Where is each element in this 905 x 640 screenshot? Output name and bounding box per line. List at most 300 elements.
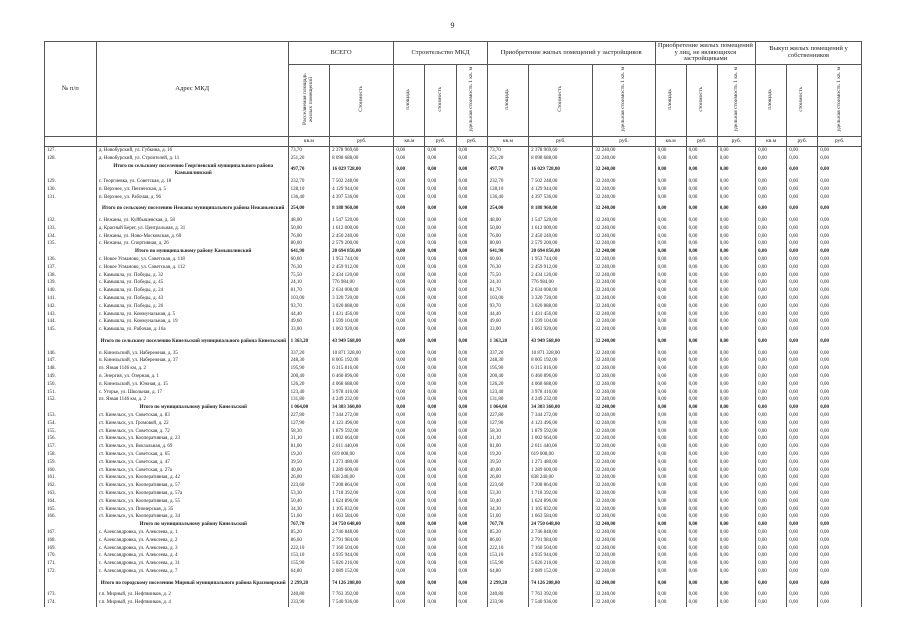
value-cell: 0,00 [655,264,686,272]
value-cell: 0,00 [394,178,425,186]
value-cell: 0,00 [655,412,686,420]
value-cell: 34 303 360,00 [529,404,593,412]
value-cell: 0,00 [456,194,487,202]
value-cell: 0,00 [717,326,755,334]
value-cell: 0,00 [686,326,717,334]
table-row [45,295,862,303]
value-cell: 0,00 [394,248,425,256]
value-cell: 0,00 [818,568,862,576]
value-cell: 0,00 [456,326,487,334]
value-cell: 32 240,00 [593,412,655,420]
value-cell: 0,00 [686,264,717,272]
table-row [45,396,862,404]
value-cell: 0,00 [655,326,686,334]
value-cell: 0,00 [686,240,717,248]
value-cell: 44,40 [487,311,528,319]
value-cell: 32 240,00 [593,186,655,194]
value-cell: 2 299,20 [487,576,528,592]
value-cell: 767,70 [288,521,329,529]
row-number-cell: 163. [45,490,97,498]
value-cell: 1 363,20 [288,334,329,350]
value-cell: 0,00 [818,264,862,272]
address-cell: д. Новобурский, ул. Губкина, д. 16 [96,146,288,154]
value-cell: 0,00 [818,404,862,412]
value-cell: 32 240,00 [593,373,655,381]
value-cell: 0,00 [787,459,818,467]
value-cell: 0,00 [686,365,717,373]
row-number-cell: 132. [45,217,97,225]
value-cell: 1 064,00 [288,404,329,412]
value-cell: 2 791 984,00 [330,537,394,545]
table-row [45,443,862,451]
value-cell: 0,00 [425,396,456,404]
value-cell: 0,00 [717,537,755,545]
value-cell: 0,00 [756,381,787,389]
value-cell: 0,00 [717,365,755,373]
value-cell: 0,00 [655,389,686,397]
value-cell: 0,00 [717,591,755,599]
address-cell: с. Камышла, ул. Победы, д. 45 [96,279,288,287]
value-cell: 32 240,00 [593,467,655,475]
value-cell: 2 746 848,00 [529,529,593,537]
value-cell: 0,00 [655,537,686,545]
value-cell: 0,00 [655,357,686,365]
value-cell: 126,20 [288,381,329,389]
sub-cost-header: Стоимость [330,65,394,137]
value-cell: 81,70 [288,287,329,295]
row-number-cell: 128. [45,155,97,163]
row-number-cell: 152. [45,396,97,404]
row-number-cell: 146. [45,350,97,358]
value-cell: 32 240,00 [593,521,655,529]
value-cell: 0,00 [756,233,787,241]
value-cell: 80,00 [487,240,528,248]
value-cell: 0,00 [717,420,755,428]
subtotal-label-cell: Итого по муниципальному району Кинельский [96,521,288,529]
value-cell: 7 344 272,00 [529,412,593,420]
sub-unit-cost-header: удельная стоимость 1 кв. м [593,65,655,137]
value-cell: 58,30 [487,428,528,436]
value-cell: 0,00 [686,311,717,319]
value-cell: 0,00 [655,365,686,373]
value-cell: 50,40 [288,498,329,506]
value-cell: 0,00 [686,272,717,280]
value-cell: 0,00 [686,428,717,436]
value-cell: 0,00 [756,163,787,179]
table-row [45,146,862,154]
value-cell: 51,60 [288,513,329,521]
value-cell: 0,00 [818,373,862,381]
unit-rub: руб. [818,136,862,146]
value-cell: 64,80 [288,568,329,576]
value-cell: 32 240,00 [593,194,655,202]
value-cell: 0,00 [425,272,456,280]
row-number-cell: 144. [45,318,97,326]
value-cell: 0,00 [655,311,686,319]
table-row [45,568,862,576]
value-cell: 0,00 [717,389,755,397]
value-cell: 4 249 232,00 [529,396,593,404]
value-cell: 0,00 [456,552,487,560]
address-cell: г.п. Мирный, ул. Нефтяников, д. 4 [96,599,288,607]
value-cell: 0,00 [756,287,787,295]
value-cell: 0,00 [456,155,487,163]
value-cell: 776 984,00 [330,279,394,287]
sub-unit-cost-header: удельная стоимость 1 кв. м [717,65,755,137]
value-cell: 0,00 [787,529,818,537]
address-cell: с. Камышла, ул. Победы, д. 24 [96,287,288,295]
value-cell: 0,00 [756,521,787,529]
page-number: 9 [450,21,455,30]
value-cell: 0,00 [686,560,717,568]
address-cell: с. Георгиевка, ул. Советская, д. 18 [96,178,288,186]
value-cell: 0,00 [456,279,487,287]
value-cell: 0,00 [717,467,755,475]
value-cell: 0,00 [717,264,755,272]
value-cell: 0,00 [717,240,755,248]
value-cell: 0,00 [818,552,862,560]
value-cell: 0,00 [394,357,425,365]
value-cell: 155,90 [288,560,329,568]
row-number-cell: 143. [45,311,97,319]
value-cell: 0,00 [787,537,818,545]
value-cell: 0,00 [394,318,425,326]
value-cell: 0,00 [756,389,787,397]
value-cell: 0,00 [787,163,818,179]
value-cell: 0,00 [756,552,787,560]
value-cell: 0,00 [818,381,862,389]
table-row [45,498,862,506]
value-cell: 0,00 [686,225,717,233]
value-cell: 0,00 [717,225,755,233]
value-cell: 123,40 [288,389,329,397]
value-cell: 0,00 [818,155,862,163]
value-cell: 0,00 [394,482,425,490]
table-row [45,459,862,467]
value-cell: 0,00 [655,240,686,248]
value-cell: 32 240,00 [593,178,655,186]
value-cell: 0,00 [456,451,487,459]
value-cell: 0,00 [425,186,456,194]
row-number-cell: 155. [45,428,97,436]
address-cell: с. Александровка, ул. Алексеева, д. 4 [96,552,288,560]
value-cell: 0,00 [686,420,717,428]
value-cell: 0,00 [717,233,755,241]
value-cell: 103,00 [487,295,528,303]
value-cell: 0,00 [425,194,456,202]
value-cell: 32 240,00 [593,560,655,568]
value-cell: 20 694 856,00 [529,248,593,256]
value-cell: 32 240,00 [593,568,655,576]
value-cell: 0,00 [818,295,862,303]
value-cell: 64,80 [487,568,528,576]
table-subtotal-row [45,202,862,218]
value-cell: 240,80 [487,591,528,599]
value-cell: 73,70 [288,146,329,154]
value-cell: 0,00 [818,217,862,225]
unit-rub: руб. [717,136,755,146]
value-cell: 0,00 [686,389,717,397]
value-cell: 0,00 [756,202,787,218]
value-cell: 0,00 [686,279,717,287]
value-cell: 0,00 [394,233,425,241]
unit-rub: руб. [529,136,593,146]
value-cell: 0,00 [394,521,425,529]
value-cell: 0,00 [756,576,787,592]
value-cell: 0,00 [655,287,686,295]
value-cell: 2 089 152,00 [529,568,593,576]
table-row [45,467,862,475]
value-cell: 0,00 [394,498,425,506]
unit-rub: руб. [330,136,394,146]
address-cell: с. Камышла, ул. Победы, д. 26 [96,303,288,311]
value-cell: 4 068 688,00 [330,381,394,389]
value-cell: 0,00 [425,202,456,218]
value-cell: 33,00 [487,326,528,334]
row-number-cell [45,521,97,529]
value-cell: 0,00 [655,202,686,218]
value-cell: 0,00 [425,334,456,350]
value-cell: 0,00 [756,194,787,202]
value-cell: 0,00 [756,357,787,365]
value-cell: 0,00 [756,178,787,186]
col-num-header: № п/п [45,42,97,137]
value-cell: 32 240,00 [593,513,655,521]
value-cell: 0,00 [425,474,456,482]
value-cell: 0,00 [456,303,487,311]
address-cell: п. Верхнее, ул. Рабочая, д. 96 [96,194,288,202]
value-cell: 1 953 744,00 [529,256,593,264]
value-cell: 2 611 440,00 [330,443,394,451]
value-cell: 0,00 [717,163,755,179]
value-cell: 0,00 [787,326,818,334]
value-cell: 0,00 [756,272,787,280]
value-cell: 0,00 [717,194,755,202]
value-cell: 337,20 [288,350,329,358]
value-cell: 0,00 [425,529,456,537]
value-cell: 0,00 [686,217,717,225]
row-number-cell: 159. [45,459,97,467]
value-cell: 619 008,00 [529,451,593,459]
value-cell: 0,00 [456,202,487,218]
address-cell: ст. Кинельск, ул. Советская, д. 83 [96,412,288,420]
value-cell: 0,00 [456,474,487,482]
value-cell: 0,00 [787,591,818,599]
value-cell: 1 002 664,00 [529,435,593,443]
value-cell: 0,00 [394,545,425,553]
value-cell: 0,00 [456,295,487,303]
value-cell: 32 240,00 [593,279,655,287]
value-cell: 0,00 [756,373,787,381]
value-cell: 0,00 [717,155,755,163]
value-cell: 4 123 496,00 [529,420,593,428]
value-cell: 0,00 [787,576,818,592]
sub-unit-cost-header: удельная стоимость 1 кв. м [456,65,487,137]
value-cell: 0,00 [425,459,456,467]
value-cell: 0,00 [456,521,487,529]
value-cell: 0,00 [394,490,425,498]
row-number-cell: 171. [45,560,97,568]
value-cell: 0,00 [425,155,456,163]
value-cell: 3 020 888,00 [529,303,593,311]
value-cell: 248,30 [487,357,528,365]
value-cell: 0,00 [787,264,818,272]
value-cell: 233,90 [288,599,329,607]
value-cell: 0,00 [818,506,862,514]
value-cell: 0,00 [818,474,862,482]
value-cell: 93,70 [288,303,329,311]
value-cell: 0,00 [425,389,456,397]
row-number-cell: 165. [45,506,97,514]
table-row [45,428,862,436]
value-cell: 0,00 [456,396,487,404]
value-cell: 0,00 [655,194,686,202]
value-cell: 2 579 200,00 [529,240,593,248]
value-cell: 0,00 [425,233,456,241]
value-cell: 0,00 [717,482,755,490]
value-cell: 0,00 [717,599,755,607]
value-cell: 240,80 [288,591,329,599]
value-cell: 34,30 [487,506,528,514]
value-cell: 0,00 [818,451,862,459]
value-cell: 0,00 [394,256,425,264]
row-number-cell: 161. [45,474,97,482]
value-cell: 0,00 [456,272,487,280]
value-cell: 0,00 [394,186,425,194]
value-cell: 0,00 [655,373,686,381]
value-cell: 0,00 [818,194,862,202]
value-cell: 0,00 [686,202,717,218]
value-cell: 0,00 [818,591,862,599]
value-cell: 24,10 [487,279,528,287]
row-number-cell: 145. [45,326,97,334]
value-cell: 0,00 [686,459,717,467]
value-cell: 0,00 [425,318,456,326]
value-cell: 0,00 [686,506,717,514]
value-cell: 0,00 [655,272,686,280]
value-cell: 32 240,00 [593,435,655,443]
value-cell: 0,00 [818,163,862,179]
value-cell: 0,00 [456,412,487,420]
value-cell: 0,00 [787,240,818,248]
value-cell: 0,00 [818,146,862,154]
value-cell: 0,00 [686,163,717,179]
subtotal-label-cell: Итого по городскому поселению Мирный муниципального района Красноярский [96,576,288,592]
value-cell: 619 008,00 [330,451,394,459]
value-cell: 1 289 600,00 [330,467,394,475]
value-cell: 0,00 [655,482,686,490]
table-row [45,420,862,428]
address-cell: с. Нежаны, ул. Ново-Московская, д. 60 [96,233,288,241]
value-cell: 0,00 [818,256,862,264]
value-cell: 0,00 [456,240,487,248]
value-cell: 0,00 [425,357,456,365]
unit-sqm: кв.м [756,136,787,146]
value-cell: 0,00 [655,178,686,186]
value-cell: 31,10 [288,435,329,443]
row-number-cell: 172. [45,568,97,576]
value-cell: 127,90 [487,420,528,428]
value-cell: 43 949 568,00 [330,334,394,350]
value-cell: 0,00 [425,576,456,592]
value-cell: 74 126 208,00 [529,576,593,592]
value-cell: 136,40 [487,194,528,202]
value-cell: 0,00 [686,303,717,311]
value-cell: 32 240,00 [593,428,655,436]
table-row [45,303,862,311]
value-cell: 0,00 [818,490,862,498]
value-cell: 0,00 [655,545,686,553]
value-cell: 0,00 [787,428,818,436]
value-cell: 0,00 [787,248,818,256]
value-cell: 0,00 [456,186,487,194]
value-cell: 1 105 832,00 [529,506,593,514]
value-cell: 0,00 [818,443,862,451]
value-cell: 32 240,00 [593,537,655,545]
value-cell: 0,00 [686,178,717,186]
value-cell: 2 378 969,60 [529,146,593,154]
value-cell: 32 240,00 [593,420,655,428]
table-row [45,591,862,599]
value-cell: 0,00 [787,396,818,404]
value-cell: 0,00 [456,459,487,467]
value-cell: 32 240,00 [593,529,655,537]
value-cell: 0,00 [686,373,717,381]
value-cell: 0,00 [717,474,755,482]
value-cell: 0,00 [787,389,818,397]
value-cell: 0,00 [818,435,862,443]
table-row [45,194,862,202]
value-cell: 0,00 [394,279,425,287]
value-cell: 2 611 440,00 [529,443,593,451]
table-row [45,233,862,241]
value-cell: 0,00 [818,279,862,287]
value-cell: 0,00 [655,568,686,576]
value-cell: 0,00 [818,513,862,521]
value-cell: 0,00 [425,490,456,498]
value-cell: 0,00 [717,279,755,287]
value-cell: 0,00 [456,389,487,397]
value-cell: 0,00 [655,599,686,607]
value-cell: 80,00 [288,240,329,248]
value-cell: 0,00 [456,435,487,443]
value-cell: 0,00 [655,459,686,467]
value-cell: 1 431 456,00 [330,311,394,319]
table-subtotal-row [45,248,862,256]
address-cell: с. Новое Усманово, ул. Советская, д. 118 [96,256,288,264]
row-number-cell: 173. [45,591,97,599]
table-row [45,264,862,272]
value-cell: 838 240,00 [330,474,394,482]
value-cell: 0,00 [787,443,818,451]
value-cell: 1 063 920,00 [529,326,593,334]
value-cell: 497,70 [288,163,329,179]
value-cell: 0,00 [818,186,862,194]
address-cell: п. Верхнее, ул. Пензенская, д. 5 [96,186,288,194]
value-cell: 0,00 [787,560,818,568]
value-cell: 0,00 [717,248,755,256]
value-cell: 0,00 [717,404,755,412]
unit-empty [96,136,288,146]
value-cell: 0,00 [717,412,755,420]
value-cell: 32 240,00 [593,404,655,412]
value-cell: 2 459 912,00 [330,264,394,272]
address-cell: ст. Кинельск, ул. Советская, д. 27а [96,467,288,475]
row-number-cell: 140. [45,287,97,295]
value-cell: 155,90 [487,560,528,568]
value-cell: 7 208 864,00 [529,482,593,490]
table-row [45,506,862,514]
